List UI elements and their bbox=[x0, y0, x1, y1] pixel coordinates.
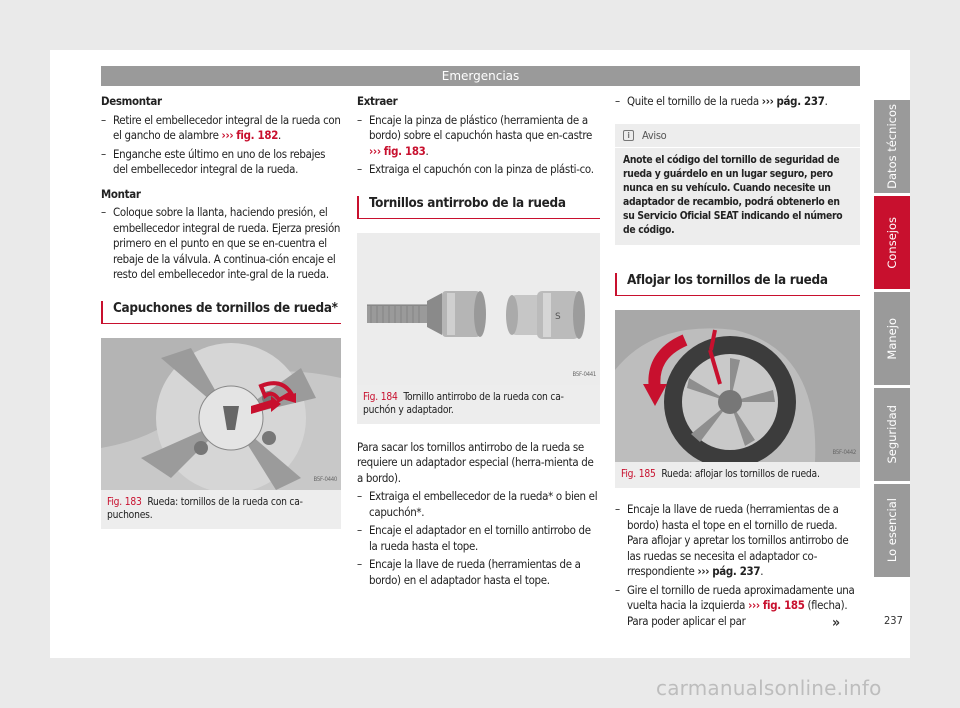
dash: – bbox=[615, 582, 620, 597]
desmontar-heading: Desmontar bbox=[101, 94, 162, 108]
list-item: – Encaje la pinza de plástico (herramienta de a bordo) sobre el capuchón hasta que en-castre ››› fig. 183. bbox=[357, 112, 592, 158]
ref-arrow: ››› bbox=[761, 94, 774, 108]
section-heading: Capuchones de tornillos de rueda* bbox=[101, 301, 341, 324]
wheel-caps-image bbox=[101, 338, 341, 490]
extraer-heading: Extraer bbox=[357, 94, 398, 108]
list-item: – Gire el tornillo de rueda aproximadamente una vuelta hacia la izquierda ››› fig. 185 (flecha). Para poder aplicar el par bbox=[615, 582, 855, 628]
watermark: carmanualsonline.info bbox=[656, 676, 882, 700]
dash: – bbox=[357, 557, 362, 571]
dash: – bbox=[101, 146, 106, 161]
notice-box bbox=[615, 124, 860, 246]
info-icon: i bbox=[623, 130, 634, 141]
list-item: – Enganche este último en uno de los rebajes del embellecedor integral de la rueda. bbox=[101, 146, 326, 176]
page-number: 237 bbox=[884, 614, 903, 627]
column-3 bbox=[615, 94, 860, 629]
dash: – bbox=[615, 94, 620, 108]
figure-184 bbox=[357, 233, 600, 424]
ref-arrow: ››› bbox=[697, 564, 710, 578]
figure-caption: Fig. 184 Tornillo antirrobo de la rueda con ca-puchón y adaptador. bbox=[363, 391, 564, 416]
figure-link[interactable]: fig. 182 bbox=[236, 128, 279, 142]
section-heading: Aflojar los tornillos de la rueda bbox=[615, 273, 860, 296]
svg-text:S: S bbox=[555, 311, 561, 322]
page-link[interactable]: pág. 237 bbox=[776, 94, 825, 108]
figure-number: Fig. 185 bbox=[621, 469, 656, 480]
dash: – bbox=[357, 112, 362, 127]
list-item: – Quite el tornillo de la rueda ››› pág. 237. bbox=[615, 94, 828, 108]
figure-link[interactable]: fig. 185 bbox=[762, 598, 805, 612]
paragraph: Para sacar los tornillos antirrobo de la rueda se requiere un adaptador especial (herra-mienta de a bordo). bbox=[357, 439, 594, 485]
list-item: – Encaje la llave de rueda (herramientas de a bordo) hasta el tope en el tornillo de rueda. Para aflojar y apretar los tornillos antirrobo de las ruedas se necesita el adaptador co-rrespondiente ››› pág. 237. bbox=[615, 502, 849, 578]
figure-number: Fig. 184 bbox=[363, 391, 398, 403]
ref-arrow: ››› bbox=[221, 128, 234, 142]
dash: – bbox=[615, 502, 620, 516]
column-2 bbox=[357, 94, 600, 588]
tab-seguridad[interactable]: Seguridad bbox=[874, 388, 910, 481]
anti-theft-bolt-image bbox=[357, 233, 600, 385]
side-tabs bbox=[874, 100, 910, 580]
list-item: – Encaje la llave de rueda (herramientas de a bordo) en el adaptador hasta el tope. bbox=[357, 557, 581, 587]
column-1 bbox=[101, 94, 341, 529]
tab-datos-tecnicos[interactable]: Datos técnicos bbox=[874, 100, 910, 193]
chapter-header: Emergencias bbox=[101, 66, 860, 86]
figure-code: B5F-0441 bbox=[572, 371, 596, 378]
figure-183 bbox=[101, 338, 341, 529]
dash: – bbox=[357, 489, 362, 503]
dash: – bbox=[101, 205, 106, 219]
figure-caption: Fig. 185 Rueda: aflojar los tornillos de rueda. bbox=[621, 469, 820, 480]
notice-body: Anote el código del tornillo de seguridad de rueda y guárdelo en un lugar seguro, pero nunca en su vehículo. Cuando necesite un adaptador de recambio, podrá obtenerlo en su Servicio Oficial SEAT indicando el número de código. bbox=[623, 154, 843, 236]
list-item: – Extraiga el capuchón con la pinza de plásti-co. bbox=[357, 162, 594, 176]
figure-number: Fig. 183 bbox=[107, 496, 142, 508]
ref-arrow: ››› bbox=[748, 598, 760, 612]
ref-arrow: ››› bbox=[369, 143, 381, 158]
figure-code: B5F-0442 bbox=[832, 448, 856, 456]
list-item: – Coloque sobre la llanta, haciendo presión, el embellecedor integral de rueda. Ejerza presión primero en el punto en que se en-cuentra el rebaje de la válvula. A continua-ción encaje el resto del embellecedor inte-gral de la rueda. bbox=[101, 205, 341, 281]
tab-consejos[interactable]: Consejos bbox=[874, 196, 910, 289]
list-item: – Extraiga el embellecedor de la rueda* o bien el capuchón*. bbox=[357, 489, 598, 519]
montar-heading: Montar bbox=[101, 186, 141, 201]
tab-manejo[interactable]: Manejo bbox=[874, 292, 910, 385]
dash: – bbox=[357, 162, 362, 176]
figure-caption: Fig. 183 Rueda: tornillos de la rueda con ca-puchones. bbox=[107, 496, 303, 521]
list-item: – Encaje el adaptador en el tornillo antirrobo de la rueda hasta el tope. bbox=[357, 523, 591, 553]
list-item: – Retire el embellecedor integral de la rueda con el gancho de alambre ››› fig. 182. bbox=[101, 112, 341, 142]
figure-185 bbox=[615, 310, 860, 488]
notice-title: Aviso bbox=[642, 128, 667, 142]
page-link[interactable]: pág. 237 bbox=[712, 564, 761, 578]
section-heading: Tornillos antirrobo de la rueda bbox=[357, 196, 600, 219]
dash: – bbox=[101, 112, 106, 127]
figure-link[interactable]: fig. 183 bbox=[383, 143, 426, 158]
figure-code: B5F-0440 bbox=[313, 476, 337, 483]
loosen-bolts-image bbox=[615, 310, 860, 462]
notice-header bbox=[615, 124, 860, 149]
continue-mark: » bbox=[832, 615, 841, 631]
tab-lo-esencial[interactable]: Lo esencial bbox=[874, 484, 910, 577]
dash: – bbox=[357, 523, 362, 537]
